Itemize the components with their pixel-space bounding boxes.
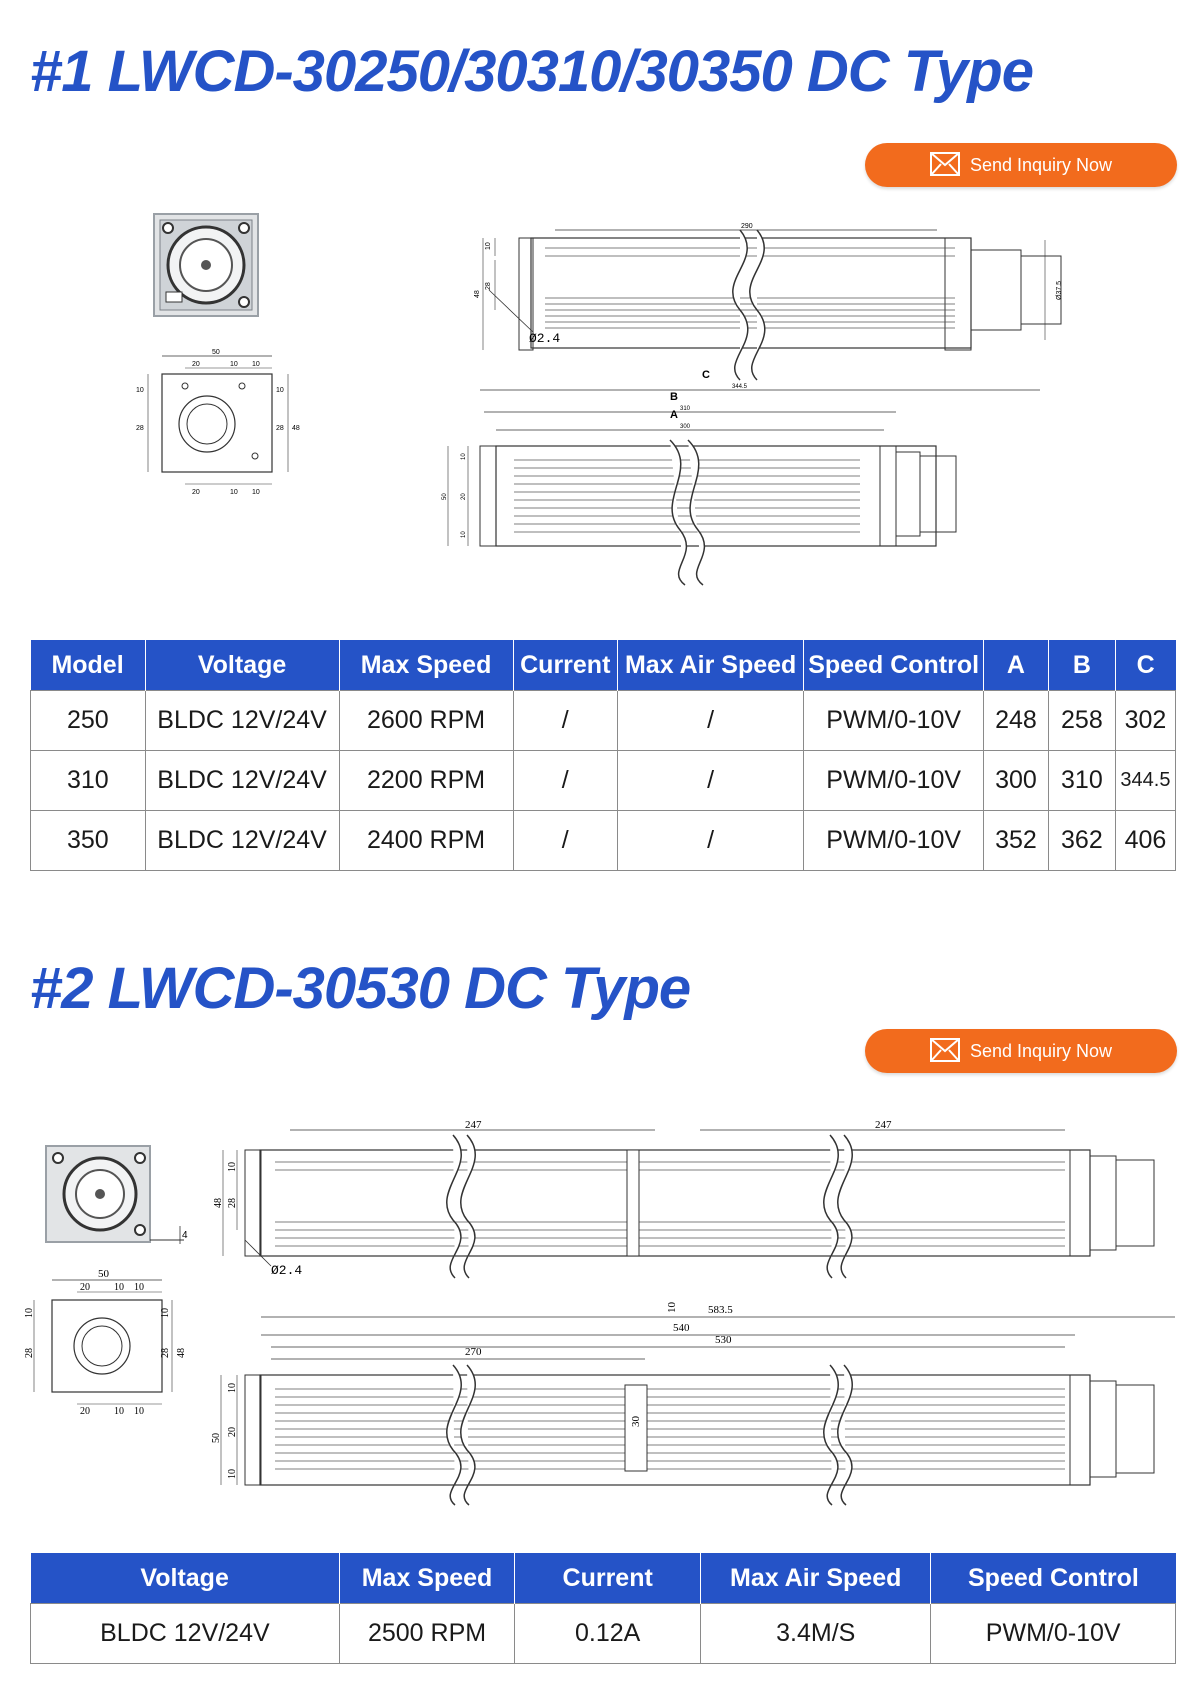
cell: / (617, 811, 803, 871)
front-dim-right-2-2: 28 (160, 1348, 171, 1358)
cell: BLDC 12V/24V (31, 1604, 340, 1664)
side-dim-10a-2: 10 (227, 1383, 238, 1393)
dim-A-value: 300 (680, 424, 691, 430)
front-dim-top-3: 10 (252, 361, 260, 368)
cell: 258 (1048, 691, 1115, 751)
cell: 3.4M/S (701, 1604, 931, 1664)
front-dim-top-2: 10 (230, 361, 238, 368)
front-dim-bottom-2: 10 (230, 489, 238, 496)
cell: 250 (31, 691, 146, 751)
table-header-row (31, 1553, 1176, 1604)
side-dim-50: 50 (442, 493, 448, 500)
cell: / (617, 751, 803, 811)
cell: 2600 RPM (339, 691, 513, 751)
len-583-5: 583.5 (708, 1304, 733, 1316)
front-dim-right-2: 28 (276, 425, 284, 432)
top-len-247-1: 247 (465, 1119, 482, 1131)
spec-table-1 (30, 640, 1176, 871)
col-voltage-2: Voltage (31, 1553, 340, 1604)
len-540: 540 (673, 1322, 690, 1334)
top-side-28-2: 28 (227, 1198, 238, 1208)
cell: 2500 RPM (339, 1604, 514, 1664)
cell: 302 (1115, 691, 1175, 751)
front-dim-top-1: 20 (192, 361, 200, 368)
cell: / (513, 691, 617, 751)
envelope-icon (930, 1038, 960, 1064)
cell: 350 (31, 811, 146, 871)
col-b: B (1048, 640, 1115, 691)
front-view-drawing-1 (130, 344, 310, 494)
cell: BLDC 12V/24V (145, 691, 339, 751)
front-dim-left-2: 28 (136, 425, 144, 432)
col-current-2: Current (515, 1553, 701, 1604)
send-inquiry-button-1[interactable] (865, 143, 1177, 187)
cell: BLDC 12V/24V (145, 811, 339, 871)
cell: 310 (1048, 751, 1115, 811)
cell: 344.5 (1115, 751, 1175, 811)
col-max-speed-2: Max Speed (339, 1553, 514, 1604)
cell: / (513, 811, 617, 871)
send-inquiry-button-2[interactable] (865, 1029, 1177, 1073)
cell: PWM/0-10V (804, 751, 984, 811)
top-side-48: 48 (474, 290, 481, 298)
col-speed-control: Speed Control (804, 640, 984, 691)
front-dim-top-2-2: 10 (114, 1282, 124, 1293)
spec-table-2 (30, 1553, 1176, 1664)
send-inquiry-label-2: Send Inquiry Now (969, 1040, 1113, 1061)
cell: 0.12A (515, 1604, 701, 1664)
mid-dim-30: 30 (630, 1416, 642, 1427)
side-dim-10b-2: 10 (227, 1469, 238, 1479)
front-dim-50-2: 50 (98, 1268, 109, 1280)
col-a: A (983, 640, 1048, 691)
front-dim-right-3: 48 (292, 425, 300, 432)
front-dim-50: 50 (212, 349, 220, 356)
col-max-speed: Max Speed (339, 640, 513, 691)
col-max-air-speed-2: Max Air Speed (701, 1553, 931, 1604)
col-model: Model (31, 640, 146, 691)
col-max-air-speed: Max Air Speed (617, 640, 803, 691)
front-dim-top-1-2: 20 (80, 1282, 90, 1293)
dim-C-label: C (702, 369, 710, 381)
cell: 310 (31, 751, 146, 811)
front-dim-bottom-2-2: 10 (114, 1406, 124, 1417)
top-side-28: 28 (485, 282, 492, 290)
dim-C-value: 344.5 (732, 384, 748, 390)
side-dim-20-2: 20 (227, 1427, 238, 1437)
col-voltage: Voltage (145, 640, 339, 691)
side-dim-4: 4 (182, 1230, 188, 1241)
cell: BLDC 12V/24V (145, 751, 339, 811)
front-dim-left-1: 10 (136, 387, 144, 394)
cell: 300 (983, 751, 1048, 811)
len-10: 10 (666, 1302, 678, 1313)
cell: PWM/0-10V (804, 691, 984, 751)
front-dim-bottom-3-2: 10 (134, 1406, 144, 1417)
top-view-drawing-1 (475, 220, 1085, 380)
side-dim-50-2: 50 (211, 1433, 222, 1443)
fan-motor-photo (152, 212, 260, 318)
front-dim-right-1-2: 10 (160, 1308, 171, 1318)
len-270: 270 (465, 1346, 482, 1358)
table-row (31, 751, 1176, 811)
front-dim-left-2-2: 28 (24, 1348, 35, 1358)
envelope-icon (930, 152, 960, 178)
table-row (31, 811, 1176, 871)
cell: PWM/0-10V (931, 1604, 1176, 1664)
cell: / (617, 691, 803, 751)
send-inquiry-label-1: Send Inquiry Now (969, 154, 1113, 175)
col-c: C (1115, 640, 1175, 691)
cell: 2200 RPM (339, 751, 513, 811)
top-side-48-2: 48 (213, 1198, 224, 1208)
fan-motor-photo-2 (44, 1144, 194, 1246)
top-side-10-2: 10 (227, 1162, 238, 1172)
side-view-drawing-1 (440, 370, 1060, 590)
cell: 2400 RPM (339, 811, 513, 871)
section1-title: #1 LWCD-30250/30310/30350 DC Type (30, 39, 1033, 104)
dim-B-label: B (670, 391, 678, 403)
cell: 248 (983, 691, 1048, 751)
side-view-drawing-2 (211, 1302, 1185, 1505)
len-530: 530 (715, 1334, 732, 1346)
front-dim-bottom-3: 10 (252, 489, 260, 496)
front-view-drawing-2 (22, 1268, 197, 1416)
top-side-10: 10 (485, 242, 492, 250)
top-view-drawing-2 (215, 1120, 1185, 1280)
front-dim-left-1-2: 10 (24, 1308, 35, 1318)
section2-title: #2 LWCD-30530 DC Type (30, 956, 691, 1021)
cell: 406 (1115, 811, 1175, 871)
cell: / (513, 751, 617, 811)
dim-A-label: A (670, 409, 678, 421)
table-row (31, 1604, 1176, 1664)
col-speed-control-2: Speed Control (931, 1553, 1176, 1604)
cell: 352 (983, 811, 1048, 871)
side-dim-10b: 10 (461, 531, 467, 538)
hole-diameter-2: Ø2.4 (271, 1263, 303, 1278)
cell: PWM/0-10V (804, 811, 984, 871)
cell: 362 (1048, 811, 1115, 871)
dim-B-value: 310 (680, 406, 691, 412)
hole-diameter-1: Ø2.4 (529, 331, 561, 346)
col-current: Current (513, 640, 617, 691)
front-dim-bottom-1: 20 (192, 489, 200, 496)
side-dim-10a: 10 (461, 453, 467, 460)
top-len-247-2: 247 (875, 1119, 892, 1131)
side-dim-20: 20 (461, 493, 467, 500)
front-dim-right-3-2: 48 (176, 1348, 187, 1358)
table-row (31, 691, 1176, 751)
front-dim-top-3-2: 10 (134, 1282, 144, 1293)
front-dim-right-1: 10 (276, 387, 284, 394)
top-len-290: 290 (741, 223, 753, 230)
front-dim-bottom-1-2: 20 (80, 1406, 90, 1417)
table-header-row (31, 640, 1176, 691)
diameter-label: Ø37.5 (1056, 280, 1063, 300)
